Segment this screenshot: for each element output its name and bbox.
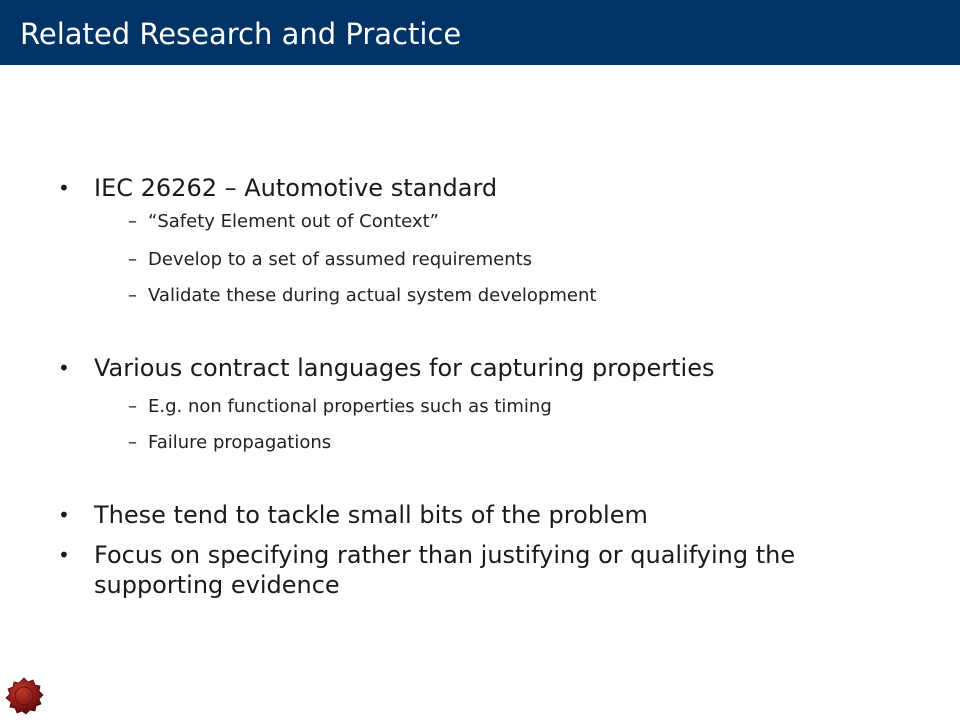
sub-bullet-text: Validate these during actual system development: [148, 285, 597, 306]
sub-bullet-text: E.g. non functional properties such as timing: [148, 396, 552, 417]
slide-title: Related Research and Practice: [20, 17, 462, 51]
sub-bullet-text: Failure propagations: [148, 432, 332, 453]
bullet-dot-icon: •: [58, 503, 70, 527]
wax-seal-icon: [4, 676, 44, 716]
sub-bullet-text: “Safety Element out of Context”: [148, 211, 439, 232]
bullet-text: These tend to tackle small bits of the problem: [94, 501, 648, 529]
bullet-dot-icon: •: [58, 543, 70, 567]
sub-bullet-text: Develop to a set of assumed requirements: [148, 249, 533, 270]
sub-bullet-dash-icon: –: [128, 396, 137, 417]
bullet-dot-icon: •: [58, 176, 70, 200]
sub-bullet-dash-icon: –: [128, 211, 137, 232]
sub-bullet-dash-icon: –: [128, 432, 137, 453]
bullet-text: IEC 26262 – Automotive standard: [94, 174, 498, 202]
bullet-dot-icon: •: [58, 356, 70, 380]
sub-bullet-dash-icon: –: [128, 249, 137, 270]
bullet-text: Various contract languages for capturing properties: [94, 354, 715, 382]
bullet-text: Focus on specifying rather than justifying or qualifying the supporting evidence: [94, 541, 796, 599]
sub-bullet-dash-icon: –: [128, 285, 137, 306]
